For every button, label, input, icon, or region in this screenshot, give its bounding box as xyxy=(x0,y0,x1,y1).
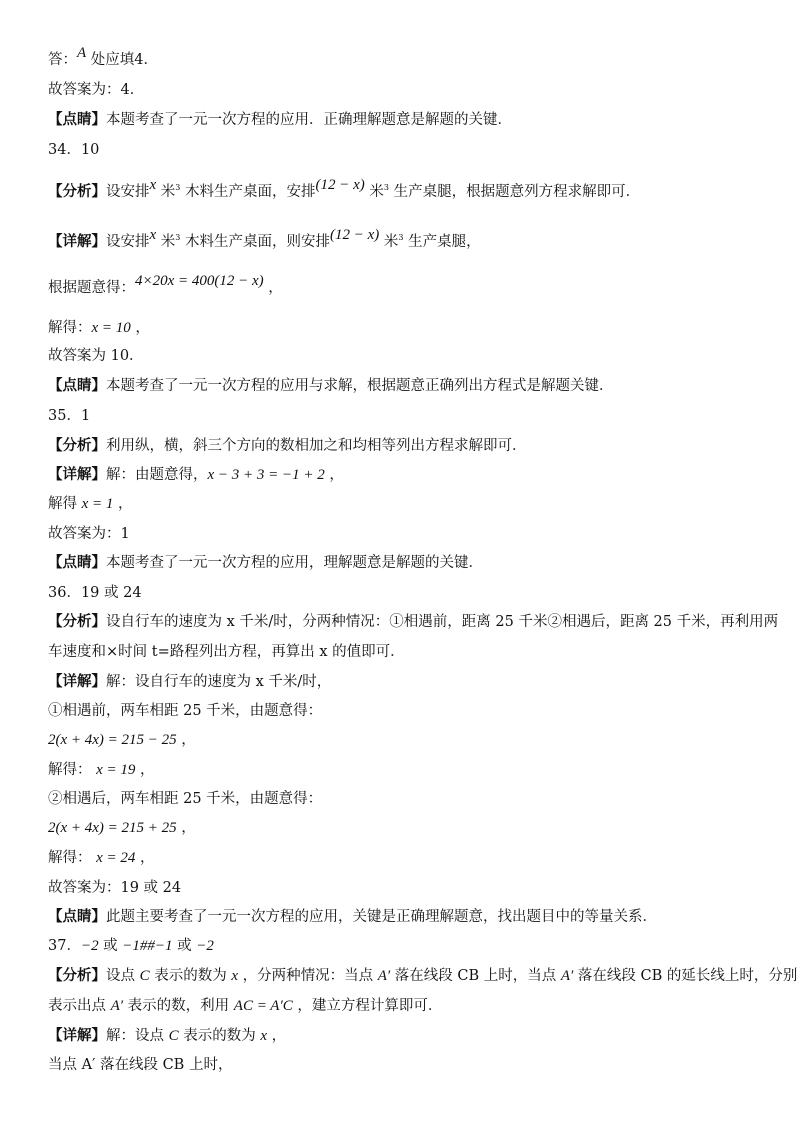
question-number: 35．1 xyxy=(48,408,91,424)
solution-line: 解得： x = 24 ， xyxy=(48,850,155,866)
solution-line: 【详解】解：设点 C 表示的数为 x ， xyxy=(48,1027,287,1044)
solution-line: 解得 x = 1 ， xyxy=(48,496,133,512)
solution-line: 根据题意得：4×20x = 400(12 − x) ， xyxy=(48,273,283,296)
question-number: 36．19 或 24 xyxy=(48,585,142,601)
answer-line: 故答案为 10． xyxy=(48,348,144,364)
analysis-line: 车速度和×时间 t=路程列出方程，再算出 x 的值即可． xyxy=(48,644,405,660)
comment-line: 【点睛】本题考查了一元一次方程的应用．正确理解题意是解题的关键． xyxy=(48,111,512,128)
comment-line: 【点睛】本题考查了一元一次方程的应用与求解，根据题意正确列出方程式是解题关键． xyxy=(48,377,614,394)
analysis-line: 【分析】设自行车的速度为 x 千米/时，分两种情况：①相遇前，距离 25 千米②相遇后，距离 25 千米，再利用两 xyxy=(48,613,779,630)
answer-line: 故答案为：1 xyxy=(48,526,130,542)
question-number: 37．−2 或 −1##−1 或 −2 xyxy=(48,938,214,954)
answer-line: 故答案为：19 或 24 xyxy=(48,880,182,896)
analysis-line: 表示出点 A′ 表示的数，利用 AC = A′C ，建立方程计算即可． xyxy=(48,998,443,1014)
solution-line: ①相遇前，两车相距 25 千米，由题意得： xyxy=(48,703,323,719)
solution-line: 【详解】解：由题意得，x − 3 + 3 = −1 + 2 ， xyxy=(48,466,344,483)
question-number: 34．10 xyxy=(48,142,100,158)
solution-line: 【详解】设安排x 米$^3$ 木料生产桌面，则安排(12 − x) 米$^3$ 生产桌腿， xyxy=(48,226,481,250)
solution-line: 当点 A′ 落在线段 CB 上时， xyxy=(48,1057,233,1073)
solution-line: 解得：x = 10 ， xyxy=(48,320,150,336)
analysis-line: 【分析】利用纵，横，斜三个方向的数相加之和均相等列出方程求解即可． xyxy=(48,437,527,454)
equation-line: 2(x + 4x) = 215 + 25 ， xyxy=(48,820,196,836)
analysis-line: 【分析】设安排x 米$^3$ 木料生产桌面，安排(12 − x) 米$^3$ 生产桌腿，根据题意列方程求解即可． xyxy=(48,176,641,200)
answer-line: 答：A 处应填4． xyxy=(48,45,159,68)
comment-line: 【点睛】此题主要考查了一元一次方程的应用，关键是正确理解题意，找出题目中的等量关系． xyxy=(48,908,657,925)
equation-line: 2(x + 4x) = 215 − 25 ， xyxy=(48,732,196,748)
solution-line: 【详解】解：设自行车的速度为 x 千米/时， xyxy=(48,673,332,690)
answer-line: 故答案为：4． xyxy=(48,82,145,98)
analysis-line: 【分析】设点 C 表示的数为 x ，分两种情况：当点 A′ 落在线段 CB 上时，当点 A′ 落在线段 CB 的延长线上时，分别 xyxy=(48,967,798,984)
solution-line: 解得： x = 19 ， xyxy=(48,762,155,778)
comment-line: 【点睛】本题考查了一元一次方程的应用，理解题意是解题的关键． xyxy=(48,554,483,571)
solution-line: ②相遇后，两车相距 25 千米，由题意得： xyxy=(48,791,323,807)
